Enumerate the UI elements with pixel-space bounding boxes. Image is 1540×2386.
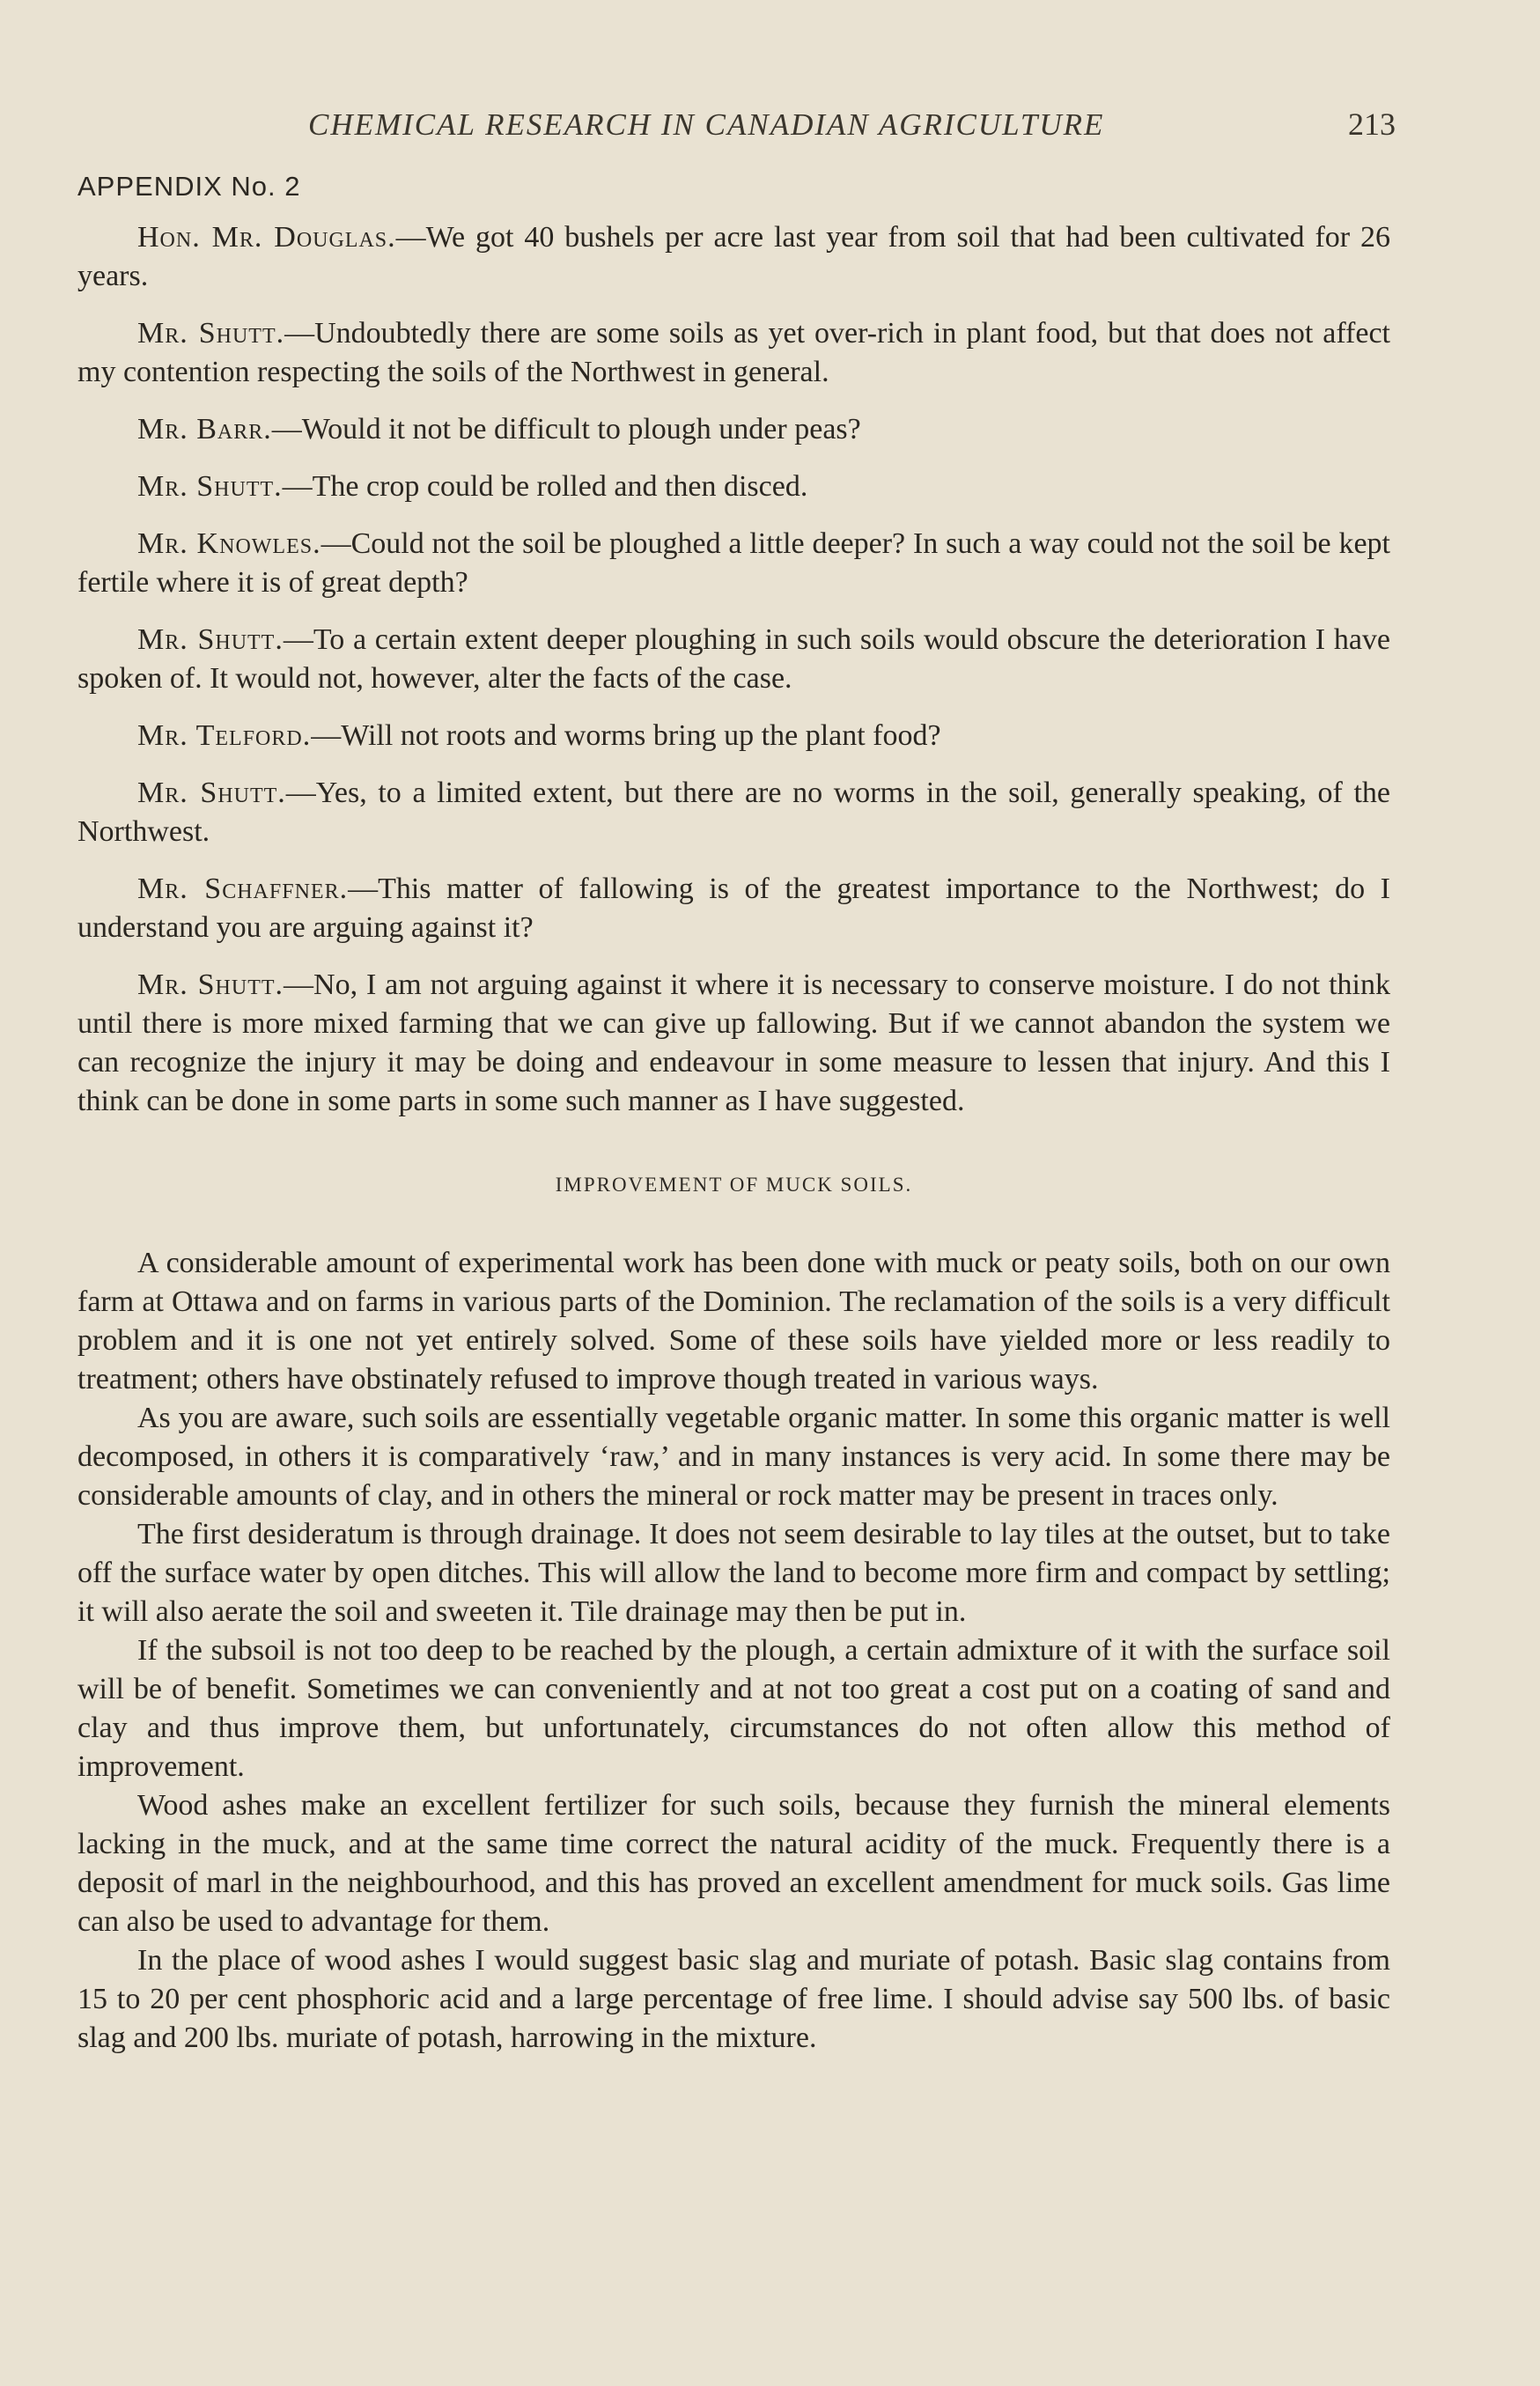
body-paragraph: The first desideratum is through drainage. It does not seem desirable to lay tiles at the outset, but to take off the surface water by open ditches. This will allow the land to become more firm and compact by settling; it will also aerate the soil and sweeten it. Tile drainage may then be put in. xyxy=(77,1518,1390,1628)
speaker-name: Mr. Knowles. xyxy=(137,527,321,560)
body-paragraph: As you are aware, such soils are essentially vegetable organic matter. In some this organic matter is well decomposed, in others it is comparatively ‘raw,’ and in many instances is very acid. In some there may be considerable amounts of clay, and in others the mineral or rock matter may be present in traces only. xyxy=(77,1402,1390,1512)
body-paragraph: Wood ashes make an excellent fertilizer for such soils, because they furnish the mineral elements lacking in the muck, and at the same time correct the natural acidity of the muck. Frequently there is a deposit of marl in the neighbourhood, and this has proved an excellent amendment for muck soils. Gas lime can also be used to advantage for them. xyxy=(77,1789,1390,1938)
speaker-name: Mr. Barr. xyxy=(137,413,272,446)
speaker-name: Mr. Schaffner. xyxy=(137,873,349,905)
body-paragraph: In the place of wood ashes I would suggest basic slag and muriate of potash. Basic slag contains from 15 to 20 per cent phosphoric acid and a large percentage of free lime. I should advise say 500 lbs. of basic slag and 200 lbs. muriate of potash, harrowing in the mixture. xyxy=(77,1944,1390,2054)
dialogue-paragraph xyxy=(77,774,1390,851)
dialogue-paragraph xyxy=(77,621,1390,698)
speaker-name: Mr. Shutt. xyxy=(137,317,285,350)
dialogue-text: —This matter of fallowing is of the greatest importance to the Northwest; do I understand you are arguing against it? xyxy=(77,873,1390,944)
dialogue-paragraph xyxy=(77,468,1390,506)
running-title: CHEMICAL RESEARCH IN CANADIAN AGRICULTURE xyxy=(308,107,1105,142)
speaker-name: Mr. Telford. xyxy=(137,719,312,752)
dialogue-text: —We got 40 bushels per acre last year from soil that had been cultivated for 26 years. xyxy=(77,221,1390,292)
dialogue-paragraph xyxy=(77,218,1390,296)
speaker-name: Mr. Shutt. xyxy=(137,777,286,809)
dialogue-text: —Yes, to a limited extent, but there are no worms in the soil, generally speaking, of the Northwest. xyxy=(77,777,1390,848)
speaker-name: Mr. Shutt. xyxy=(137,968,284,1001)
dialogue-text: —No, I am not arguing against it where it is necessary to conserve moisture. I do not think until there is more mixed farming that we can give up fallowing. But if we cannot abandon the system we can recognize the injury it may be doing and endeavour in some measure to lessen that injury. And this I think can be done in some parts in some such manner as I have suggested. xyxy=(77,968,1390,1117)
dialogue-text: —Would it not be difficult to plough under peas? xyxy=(271,413,861,446)
dialogue-text: —Undoubtedly there are some soils as yet over-rich in plant food, but that does not affect my contention respecting the soils of the Northwest in general. xyxy=(77,317,1390,388)
body-text xyxy=(77,1244,1390,2058)
dialogue-text: —To a certain extent deeper ploughing in such soils would obscure the deterioration I have spoken of. It would not, however, alter the facts of the case. xyxy=(77,623,1391,695)
section-heading: IMPROVEMENT OF MUCK SOILS. xyxy=(555,1174,913,1196)
dialogue-paragraph xyxy=(77,525,1390,602)
dialogue-text: —The crop could be rolled and then disced. xyxy=(282,470,808,503)
body-paragraph: If the subsoil is not too deep to be reached by the plough, a certain admixture of it with the surface soil will be of benefit. Sometimes we can conveniently and at not too great a cost put on a coating of sand and clay and thus improve them, but unfortunately, circumstances do not often allow this method of improvement. xyxy=(77,1634,1390,1783)
dialogue-text: —Could not the soil be ploughed a little deeper? In such a way could not the soil be kept fertile where it is of great depth? xyxy=(77,527,1390,599)
dialogue-paragraph xyxy=(77,966,1390,1121)
dialogue-text: —Will not roots and worms bring up the plant food? xyxy=(311,719,941,752)
body-paragraph: A considerable amount of experimental work has been done with muck or peaty soils, both on our own farm at Ottawa and on farms in various parts of the Dominion. The reclamation of the soils is a very difficult problem and it is one not yet entirely solved. Some of these soils have yielded more or less readily to treatment; others have obstinately refused to improve though treated in various ways. xyxy=(77,1247,1390,1396)
speaker-name: Mr. Shutt. xyxy=(137,623,284,656)
dialogue-paragraph xyxy=(77,870,1390,947)
page-number: 213 xyxy=(1348,107,1396,142)
appendix-label: APPENDIX No. 2 xyxy=(77,171,301,202)
running-header xyxy=(77,107,1396,160)
dialogue-paragraph xyxy=(77,314,1390,392)
speaker-name: Hon. Mr. Douglas. xyxy=(137,221,396,254)
dialogue-paragraph xyxy=(77,717,1390,755)
speaker-name: Mr. Shutt. xyxy=(137,470,283,503)
dialogue-section xyxy=(77,218,1390,1121)
dialogue-paragraph xyxy=(77,410,1390,449)
